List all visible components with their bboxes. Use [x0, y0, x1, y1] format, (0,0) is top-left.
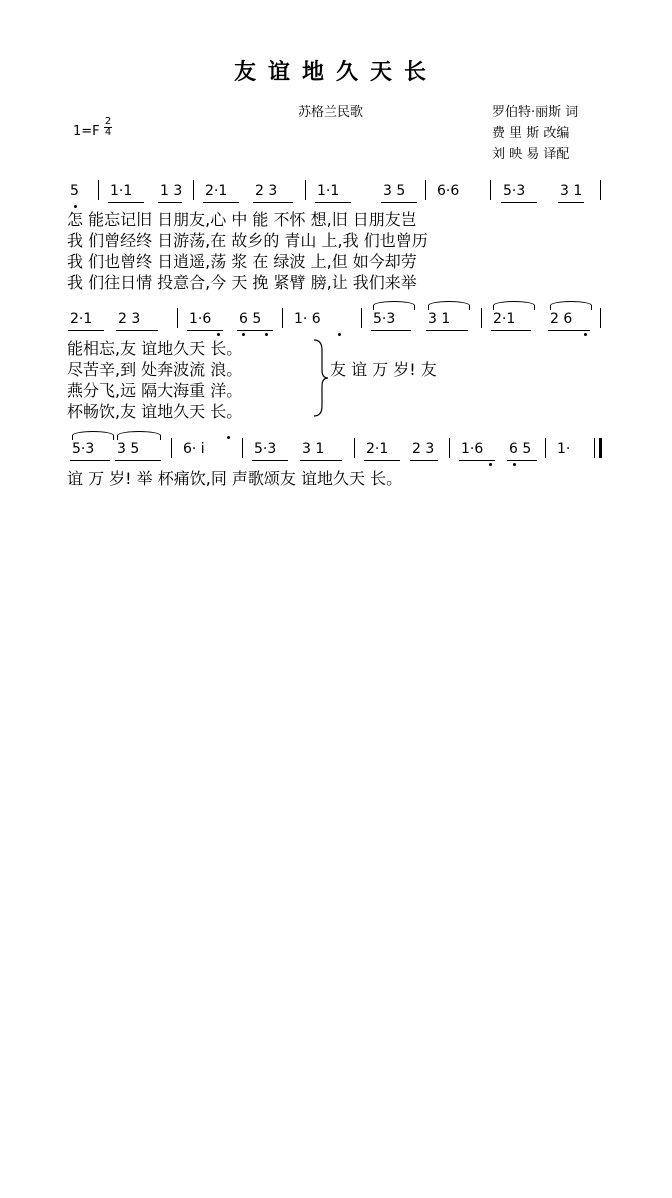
credit-translator: 刘 映 易 译配: [492, 147, 570, 162]
lyric-verse-1: 怎 能忘记旧 日朋友,心 中 能 不怀 想,旧 日朋友岂: [67, 210, 417, 229]
note-group: 2·1: [70, 311, 93, 327]
note-group: 1 3: [160, 183, 183, 199]
note-group: 2·1: [366, 441, 389, 457]
key-signature: 1=F: [73, 124, 100, 139]
final-bar-line-thick: [599, 438, 602, 458]
beat-underline: [491, 330, 531, 331]
note-group: 3 5: [117, 441, 140, 457]
octave-dot: [242, 333, 245, 336]
beat-underline: [253, 202, 293, 203]
beat-underline: [548, 330, 590, 331]
beat-underline: [70, 460, 110, 461]
bar-line: [490, 180, 491, 200]
beat-underline: [115, 460, 161, 461]
lyric-chorus: 友 谊 万 岁! 友: [330, 360, 437, 379]
note-group: 5·3: [72, 441, 95, 457]
beat-underline: [426, 330, 468, 331]
note-group: 6·6: [437, 183, 460, 199]
beat-underline: [203, 202, 239, 203]
note-group: 5·3: [503, 183, 526, 199]
bar-line: [354, 438, 355, 458]
time-signature-den: 4: [104, 127, 112, 138]
lyric-verse-1: 能相忘,友 谊地久天 长。: [67, 339, 243, 358]
beat-underline: [187, 330, 223, 331]
credit-lyricist: 罗伯特·丽斯 词: [492, 105, 579, 120]
lyric-line: 谊 万 岁! 举 杯痛饮,同 声歌颂友 谊地久天 长。: [67, 469, 403, 488]
beat-underline: [501, 202, 537, 203]
bar-line: [193, 180, 194, 200]
bar-line: [305, 180, 306, 200]
octave-dot: [265, 333, 268, 336]
time-signature: [104, 117, 112, 138]
verse-brace: [310, 338, 330, 418]
bar-line: [171, 438, 172, 458]
beat-underline: [315, 202, 351, 203]
lyric-verse-3: 我 们也曾终 日逍遥,荡 浆 在 绿波 上,但 如今却劳: [67, 252, 417, 271]
octave-dot: [489, 463, 492, 466]
note-group: 1· 6: [294, 311, 321, 327]
note-group: 6· i: [183, 441, 205, 457]
bar-line: [545, 438, 546, 458]
octave-dot: [338, 333, 341, 336]
beat-underline: [459, 460, 495, 461]
note-group: 2 3: [412, 441, 435, 457]
note-group: 6 5: [239, 311, 262, 327]
final-bar-line: [594, 438, 595, 458]
note-group: 3 5: [383, 183, 406, 199]
note-group: 1·6: [189, 311, 212, 327]
bar-line: [98, 180, 99, 200]
beat-underline: [371, 330, 411, 331]
note-group: 6 5: [509, 441, 532, 457]
slur-arc: [550, 301, 592, 310]
note-group: 2·1: [205, 183, 228, 199]
time-signature-num: 2: [104, 116, 112, 127]
note-group: 1·6: [461, 441, 484, 457]
slur-arc: [72, 431, 114, 440]
bar-line: [600, 308, 601, 328]
note-group: 5·3: [254, 441, 277, 457]
beat-underline: [507, 460, 537, 461]
note-group: 3 1: [302, 441, 325, 457]
note-group: 1·1: [110, 183, 133, 199]
note-group: 5·3: [373, 311, 396, 327]
note-group: 2·1: [493, 311, 516, 327]
note-group: 5: [70, 183, 79, 199]
bar-line: [449, 438, 450, 458]
slur-arc: [117, 431, 161, 440]
note-group: 2 6: [550, 311, 573, 327]
beat-underline: [252, 460, 288, 461]
subtitle: 苏格兰民歌: [298, 105, 364, 120]
beat-underline: [558, 202, 584, 203]
bar-line: [282, 308, 283, 328]
beat-underline: [364, 460, 400, 461]
note-group: 1·1: [317, 183, 340, 199]
octave-dot: [584, 333, 587, 336]
bar-line: [361, 308, 362, 328]
bar-line: [600, 180, 601, 200]
slur-arc: [428, 301, 470, 310]
beat-underline: [158, 202, 182, 203]
beat-underline: [108, 202, 144, 203]
bar-line: [177, 308, 178, 328]
bar-line: [425, 180, 426, 200]
note-group: 1·: [557, 441, 571, 457]
page-title: 友谊地久天长: [233, 59, 438, 85]
lyric-verse-2: 我 们曾经终 日游荡,在 故乡的 青山 上,我 们也曾历: [67, 231, 428, 250]
slur-arc: [373, 301, 415, 310]
beat-underline: [116, 330, 158, 331]
bar-line: [481, 308, 482, 328]
lyric-verse-2: 尽苦辛,到 处奔波流 浪。: [67, 360, 243, 379]
octave-dot: [513, 463, 516, 466]
beat-underline: [237, 330, 273, 331]
credit-arranger: 费 里 斯 改编: [492, 126, 570, 141]
lyric-verse-4: 我 们往日情 投意合,今 天 挽 紧臂 膀,让 我们来举: [67, 273, 417, 292]
note-group: 3 1: [428, 311, 451, 327]
note-group: 3 1: [560, 183, 583, 199]
beat-underline: [381, 202, 417, 203]
beat-underline: [68, 330, 104, 331]
slur-arc: [493, 301, 535, 310]
octave-dot-high: [227, 436, 230, 439]
lyric-verse-4: 杯畅饮,友 谊地久天 长。: [67, 402, 243, 421]
bar-line: [242, 438, 243, 458]
note-group: 2 3: [118, 311, 141, 327]
beat-underline: [300, 460, 342, 461]
beat-underline: [410, 460, 438, 461]
lyric-verse-3: 燕分飞,远 隔大海重 洋。: [67, 381, 243, 400]
note-group: 2 3: [255, 183, 278, 199]
